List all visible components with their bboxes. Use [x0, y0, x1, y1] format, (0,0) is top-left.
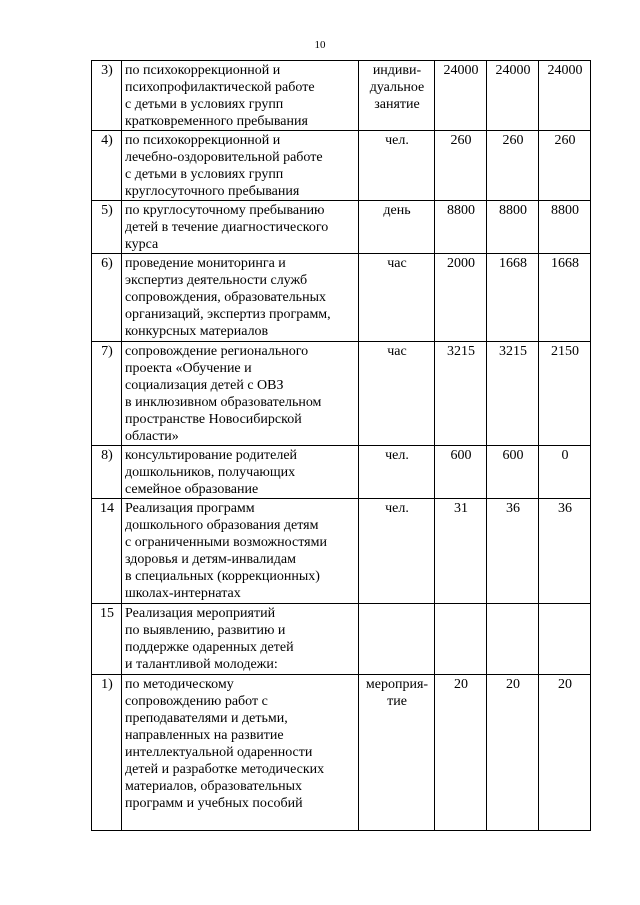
row-number: 4): [92, 131, 122, 201]
row-value-1: 31: [435, 499, 487, 604]
table-row: [92, 499, 591, 604]
row-unit: индиви- дуальное занятие: [359, 61, 435, 131]
row-description: консультирование родителей дошкольников, получающих семейное образование: [122, 446, 359, 499]
row-unit: час: [359, 342, 435, 446]
row-value-2: 36: [487, 499, 539, 604]
row-unit: день: [359, 201, 435, 254]
table-row: [92, 604, 591, 675]
table-row: [92, 61, 591, 131]
row-description: проведение мониторинга и экспертиз деятельности служб сопровождения, образовательных организаций, экспертиз программ, конкурсных материалов: [122, 254, 359, 342]
row-unit: [359, 604, 435, 675]
row-value-1: 2000: [435, 254, 487, 342]
row-description: Реализация мероприятий по выявлению, развитию и поддержке одаренных детей и талантливой молодежи:: [122, 604, 359, 675]
row-value-2: 1668: [487, 254, 539, 342]
row-unit: мероприя- тие: [359, 675, 435, 831]
row-value-1: 260: [435, 131, 487, 201]
row-value-2: [487, 604, 539, 675]
row-number: 14: [92, 499, 122, 604]
row-description: по психокоррекционной и лечебно-оздоровительной работе с детьми в условиях групп круглосуточного пребывания: [122, 131, 359, 201]
row-number: 6): [92, 254, 122, 342]
row-number: 15: [92, 604, 122, 675]
row-value-2: 8800: [487, 201, 539, 254]
row-value-2: 3215: [487, 342, 539, 446]
row-value-3: 24000: [539, 61, 591, 131]
row-unit: чел.: [359, 446, 435, 499]
row-number: 5): [92, 201, 122, 254]
row-number: 7): [92, 342, 122, 446]
row-description: Реализация программ дошкольного образования детям с ограниченными возможностями здоровья и детям-инвалидам в специальных (коррекционных) школах-интернатах: [122, 499, 359, 604]
row-value-2: 600: [487, 446, 539, 499]
row-value-1: [435, 604, 487, 675]
row-value-3: 8800: [539, 201, 591, 254]
row-value-1: 3215: [435, 342, 487, 446]
row-value-2: 24000: [487, 61, 539, 131]
row-description: сопровождение регионального проекта «Обучение и социализация детей с ОВЗ в инклюзивном образовательном пространстве Новосибирской области»: [122, 342, 359, 446]
row-description: по психокоррекционной и психопрофилактической работе с детьми в условиях групп кратковременного пребывания: [122, 61, 359, 131]
row-number: 1): [92, 675, 122, 831]
row-value-3: 2150: [539, 342, 591, 446]
row-value-2: 260: [487, 131, 539, 201]
row-value-3: 20: [539, 675, 591, 831]
page-number: 10: [314, 39, 326, 51]
row-value-3: 36: [539, 499, 591, 604]
row-description: по круглосуточному пребыванию детей в течение диагностического курса: [122, 201, 359, 254]
table-row: [92, 342, 591, 446]
table-row: [92, 446, 591, 499]
row-value-2: 20: [487, 675, 539, 831]
row-unit: чел.: [359, 499, 435, 604]
table-row: [92, 254, 591, 342]
row-unit: час: [359, 254, 435, 342]
table-row: [92, 675, 591, 831]
services-table: [91, 60, 591, 831]
row-value-1: 24000: [435, 61, 487, 131]
row-value-1: 20: [435, 675, 487, 831]
row-value-3: [539, 604, 591, 675]
row-value-3: 0: [539, 446, 591, 499]
row-value-1: 8800: [435, 201, 487, 254]
table-row: [92, 131, 591, 201]
row-number: 3): [92, 61, 122, 131]
row-value-3: 260: [539, 131, 591, 201]
row-number: 8): [92, 446, 122, 499]
table-row: [92, 201, 591, 254]
row-value-1: 600: [435, 446, 487, 499]
row-value-3: 1668: [539, 254, 591, 342]
row-unit: чел.: [359, 131, 435, 201]
row-description: по методическому сопровождению работ с преподавателями и детьми, направленных на развитие интеллектуальной одаренности детей и разработке методических материалов, образовательных программ и учебных пособий: [122, 675, 359, 831]
